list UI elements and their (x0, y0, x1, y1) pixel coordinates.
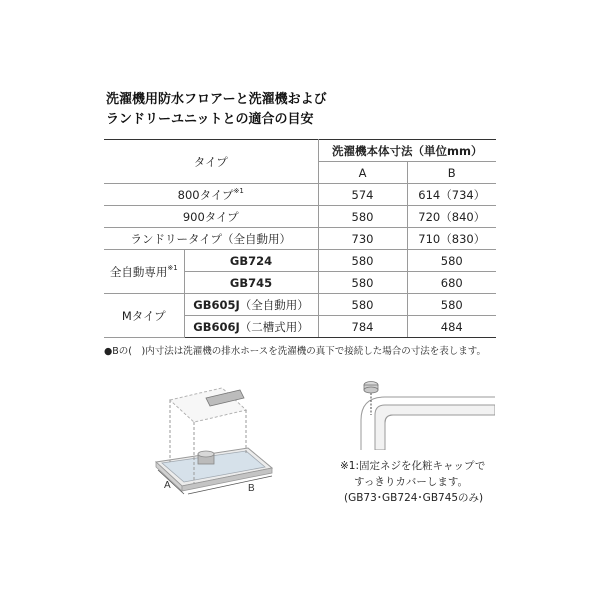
row-a: 580 (318, 206, 407, 228)
table-header-row (104, 140, 496, 162)
title-line-2: ランドリーユニットとの適合の目安 (106, 112, 314, 127)
group-label: 全自動専用$^{※1}$ (104, 250, 184, 294)
row-b: 720（840） (407, 206, 496, 228)
row-model: GB606J（二槽式用） (184, 316, 318, 338)
table-row (104, 206, 496, 228)
dimension-a-label: A (164, 480, 171, 491)
row-a: 580 (318, 272, 407, 294)
row-b: 484 (407, 316, 496, 338)
row-a: 730 (318, 228, 407, 250)
dimension-note: ●Bの( )内寸法は洗濯機の排水ホースを洗濯機の真下で接続した場合の寸法を表します。 (104, 346, 486, 357)
row-a: 574 (318, 184, 407, 206)
header-b: B (407, 162, 496, 184)
row-b: 614（734） (407, 184, 496, 206)
row-a: 580 (318, 250, 407, 272)
title-line-1: 洗濯機用防水フロアーと洗濯機および (106, 92, 327, 107)
table-row (104, 184, 496, 206)
fixing-screw-cap-illustration (355, 375, 495, 450)
washer-on-floor-pan-illustration (148, 370, 328, 510)
header-type: タイプ (104, 140, 318, 184)
row-model: GB605J（全自動用） (184, 294, 318, 316)
row-type: ランドリータイプ（全自動用） (104, 228, 318, 250)
header-a: A (318, 162, 407, 184)
caption-line-2: すっきりカバーします。 (354, 476, 469, 488)
row-a: 784 (318, 316, 407, 338)
footnote-mark: ※1 (233, 186, 244, 195)
header-dimensions: 洗濯機本体寸法（単位mm） (318, 140, 496, 162)
caption-line-3: (GB73･GB724･GB745のみ) (344, 492, 484, 504)
row-b: 580 (407, 294, 496, 316)
caption-line-1: ※1:固定ネジを化粧キャップで (340, 460, 486, 472)
table-row (104, 228, 496, 250)
row-b: 580 (407, 250, 496, 272)
table-row (104, 250, 496, 272)
group-label: Mタイプ (104, 294, 184, 338)
page-title (106, 90, 506, 130)
row-type: 900タイプ (104, 206, 318, 228)
compatibility-table (104, 139, 496, 338)
footnote-caption (340, 458, 485, 506)
row-model: GB745 (184, 272, 318, 294)
row-b: 680 (407, 272, 496, 294)
footnote-mark: ※1 (167, 263, 178, 272)
row-a: 580 (318, 294, 407, 316)
table-row (104, 294, 496, 316)
row-b: 710（830） (407, 228, 496, 250)
row-type: 800タイプ$^{※1}$ (104, 184, 318, 206)
dimension-b-label: B (248, 483, 255, 494)
row-model: GB724 (184, 250, 318, 272)
